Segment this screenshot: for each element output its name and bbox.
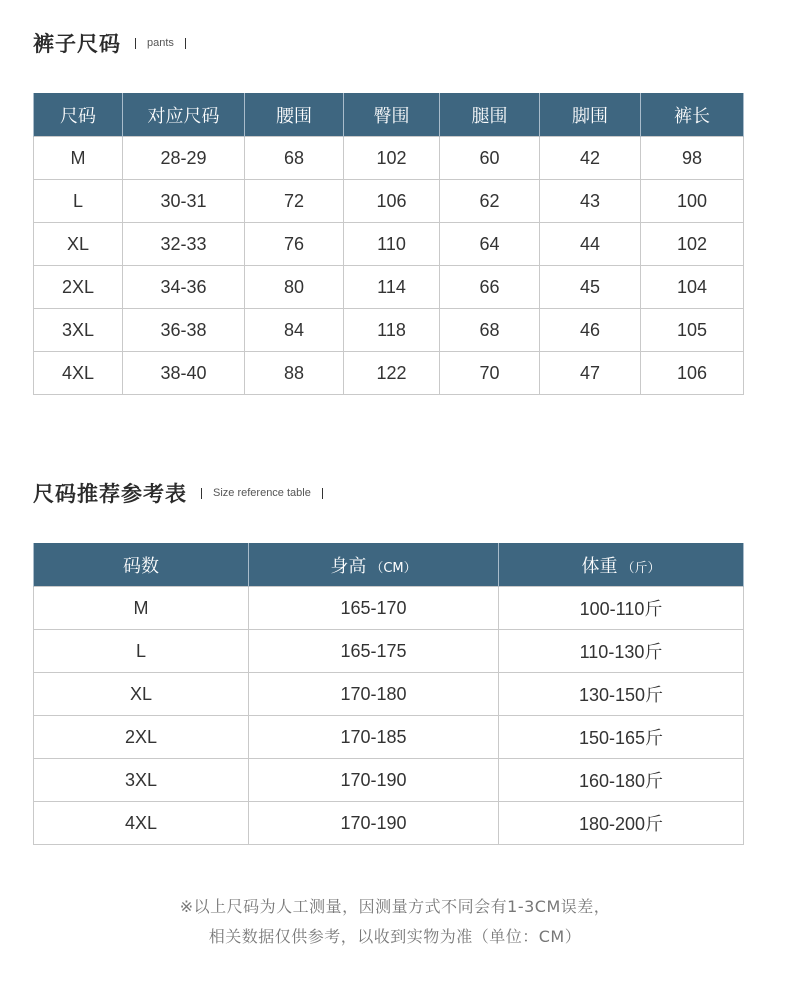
table-cell: 46	[540, 309, 641, 352]
table-cell: 80	[245, 266, 344, 309]
table-cell: 88	[245, 352, 344, 395]
table-cell: 104	[641, 266, 744, 309]
header-cell-height	[249, 543, 499, 587]
table-cell: 60	[440, 137, 540, 180]
table-row	[34, 180, 744, 223]
header-label: 码数	[123, 555, 159, 577]
header-label: 身高	[330, 555, 367, 577]
reference-section-subtitle: Size reference table	[213, 487, 311, 499]
header-cell-length: 裤长	[641, 93, 744, 137]
table-row	[34, 587, 744, 630]
footnote	[0, 892, 790, 952]
table-cell: 110-130斤	[499, 630, 744, 673]
table-cell: 64	[440, 223, 540, 266]
table-cell: 100	[641, 180, 744, 223]
reference-section-heading	[33, 478, 323, 508]
table-cell: 114	[344, 266, 440, 309]
table-row	[34, 673, 744, 716]
table-cell: 42	[540, 137, 641, 180]
table-row	[34, 309, 744, 352]
pants-section-heading	[33, 28, 186, 58]
table-row	[34, 802, 744, 845]
table-cell: 102	[344, 137, 440, 180]
header-cell-leg-opening: 脚围	[540, 93, 641, 137]
table-cell: XL	[34, 673, 249, 716]
table-row	[34, 759, 744, 802]
reference-section-title: 尺码推荐参考表	[33, 482, 187, 506]
table-cell: 106	[641, 352, 744, 395]
table-cell: M	[34, 587, 249, 630]
table-cell: 68	[245, 137, 344, 180]
table-cell: 165-175	[249, 630, 499, 673]
table-cell: 66	[440, 266, 540, 309]
table-cell: 43	[540, 180, 641, 223]
pants-section-title: 裤子尺码	[33, 32, 121, 56]
table-header-row	[34, 543, 744, 587]
header-label: 体重	[581, 555, 618, 577]
divider-bar	[322, 488, 323, 499]
footnote-line: ※以上尺码为人工测量，因测量方式不同会有1-3CM误差，	[179, 897, 611, 916]
table-cell: 2XL	[34, 716, 249, 759]
table-cell: 76	[245, 223, 344, 266]
table-cell: 102	[641, 223, 744, 266]
header-cell-weight	[499, 543, 744, 587]
table-cell: 28-29	[123, 137, 245, 180]
table-cell: 98	[641, 137, 744, 180]
table-cell: 170-185	[249, 716, 499, 759]
table-cell: L	[34, 630, 249, 673]
table-header-row	[34, 93, 744, 137]
table-cell: 32-33	[123, 223, 245, 266]
table-cell: 3XL	[34, 309, 123, 352]
header-cell-hip: 臀围	[344, 93, 440, 137]
table-cell: 150-165斤	[499, 716, 744, 759]
pants-section-subtitle: pants	[147, 37, 174, 49]
table-cell: 170-190	[249, 802, 499, 845]
divider-bar	[135, 38, 136, 49]
table-cell: 36-38	[123, 309, 245, 352]
table-cell: 110	[344, 223, 440, 266]
table-cell: 68	[440, 309, 540, 352]
table-cell: 118	[344, 309, 440, 352]
header-cell-size-code	[34, 543, 249, 587]
table-cell: 4XL	[34, 802, 249, 845]
table-cell: 30-31	[123, 180, 245, 223]
table-row	[34, 630, 744, 673]
table-row	[34, 352, 744, 395]
header-cell-size: 尺码	[34, 93, 123, 137]
header-unit: （CM）	[370, 560, 417, 576]
table-row	[34, 137, 744, 180]
header-cell-waist: 腰围	[245, 93, 344, 137]
table-row	[34, 716, 744, 759]
header-cell-equivalent-size: 对应尺码	[123, 93, 245, 137]
table-cell: 44	[540, 223, 641, 266]
table-cell: 165-170	[249, 587, 499, 630]
table-cell: 34-36	[123, 266, 245, 309]
table-cell: XL	[34, 223, 123, 266]
table-cell: M	[34, 137, 123, 180]
pants-section-subtitle-wrap	[135, 37, 186, 49]
divider-bar	[185, 38, 186, 49]
table-cell: 38-40	[123, 352, 245, 395]
table-row	[34, 223, 744, 266]
table-cell: 106	[344, 180, 440, 223]
table-cell: 45	[540, 266, 641, 309]
header-cell-thigh: 腿围	[440, 93, 540, 137]
table-cell: 105	[641, 309, 744, 352]
footnote-line: 相关数据仅供参考，以收到实物为准（单位：CM）	[208, 927, 582, 946]
table-cell: 4XL	[34, 352, 123, 395]
table-cell: L	[34, 180, 123, 223]
table-cell: 84	[245, 309, 344, 352]
reference-section-subtitle-wrap	[201, 487, 323, 499]
divider-bar	[201, 488, 202, 499]
size-reference-table	[33, 543, 744, 845]
table-cell: 72	[245, 180, 344, 223]
table-cell: 170-190	[249, 759, 499, 802]
pants-size-table	[33, 93, 744, 395]
table-cell: 122	[344, 352, 440, 395]
table-cell: 2XL	[34, 266, 123, 309]
header-unit: （斤）	[621, 560, 661, 576]
table-cell: 70	[440, 352, 540, 395]
table-cell: 180-200斤	[499, 802, 744, 845]
table-cell: 130-150斤	[499, 673, 744, 716]
table-cell: 170-180	[249, 673, 499, 716]
table-cell: 62	[440, 180, 540, 223]
table-cell: 100-110斤	[499, 587, 744, 630]
table-cell: 3XL	[34, 759, 249, 802]
table-cell: 47	[540, 352, 641, 395]
table-cell: 160-180斤	[499, 759, 744, 802]
table-row	[34, 266, 744, 309]
